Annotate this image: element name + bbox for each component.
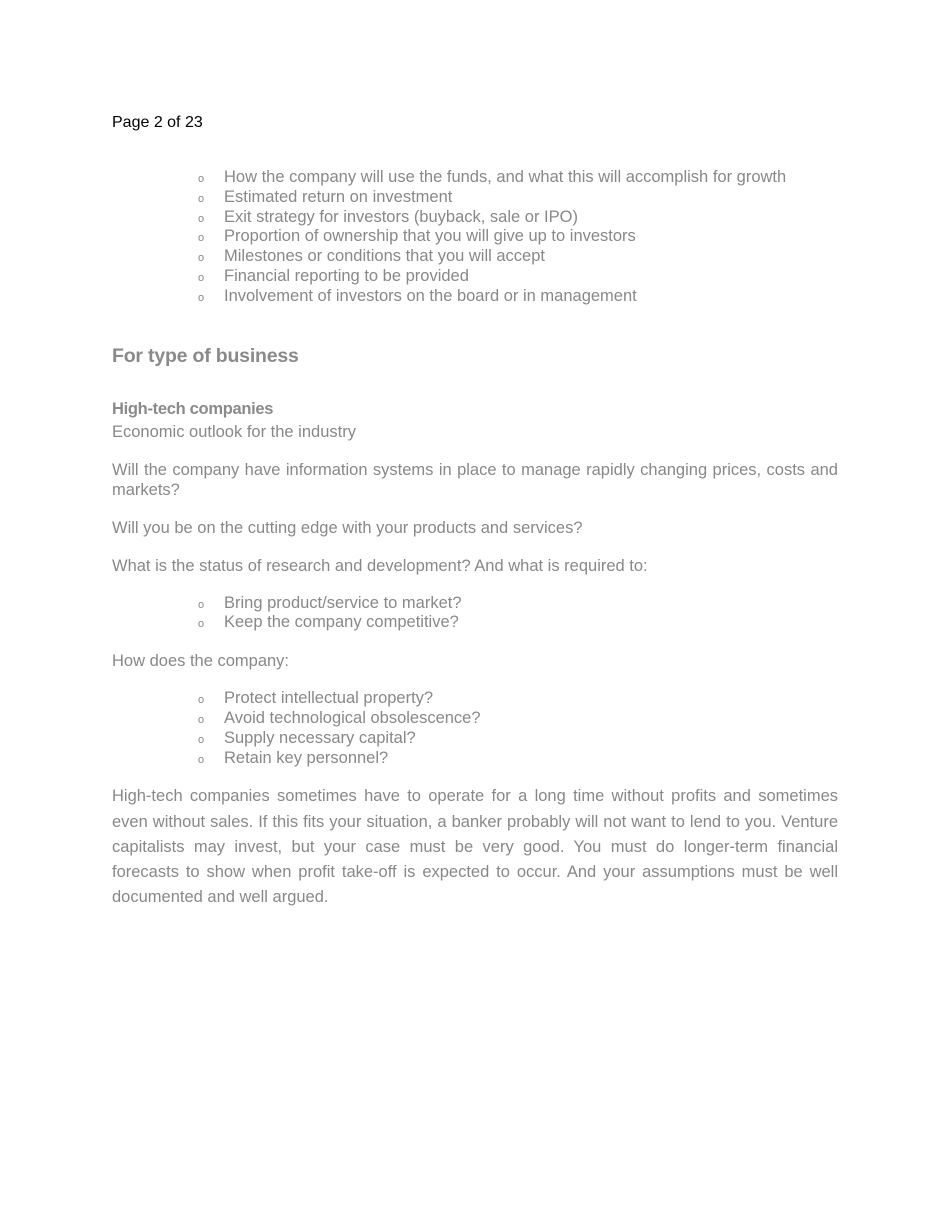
page-content [112,168,838,910]
list-item [198,227,838,247]
bullet-icon: o [198,753,205,766]
list-item [198,287,838,307]
bullet-icon: o [198,192,205,205]
bullet-icon: o [198,713,205,726]
bullet-icon: o [198,173,205,185]
bullet-icon: o [198,598,205,611]
list-item-text: Involvement of investors on the board or in management [224,286,637,305]
bullet-icon: o [198,694,205,707]
bullet-icon: o [198,271,205,284]
bullet-icon: o [198,618,205,631]
list-item-text: Protect intellectual property? [224,689,434,708]
info-systems-paragraph: Will the company have information systems in place to manage rapidly changing prices, costs and markets? [112,460,838,499]
bullet-icon: o [198,291,205,304]
list-item-text: Milestones or conditions that you will accept [224,247,545,266]
funding-list [112,168,838,307]
list-item [198,188,838,208]
subsection-heading: High-tech companies [112,399,274,418]
list-item [198,689,838,709]
list-item [198,267,838,287]
list-item-text: Estimated return on investment [224,187,453,206]
list-item-text: Retain key personnel? [224,748,389,767]
list-item-text: Financial reporting to be provided [224,266,469,285]
bullet-icon: o [198,212,205,225]
section-heading: For type of business [112,344,299,367]
list-item-text: Proportion of ownership that you will give up to investors [224,227,636,246]
rnd-paragraph: What is the status of research and development? And what is required to: [112,556,648,575]
list-item [198,208,838,228]
closing-paragraph: High-tech companies sometimes have to operate for a long time without profits and sometimes even without sales. If this fits your situation, a banker probably will not want to lend to you. Venture capitalists may invest, but your case must be very good. You must do longer-term financial forecasts to show when profit take-off is expected to occur. And your assumptions must be well documented and well argued. [112,787,838,907]
bullet-icon: o [198,733,205,746]
list-item [198,168,838,188]
list-item-text: Avoid technological obsolescence? [224,708,481,727]
rnd-list [112,594,838,634]
list-item [198,709,838,729]
list-item-text: Bring product/service to market? [224,593,462,612]
bullet-icon: o [198,232,205,245]
bullet-icon: o [198,252,205,265]
company-paragraph: How does the company: [112,652,290,671]
list-item-text: Exit strategy for investors (buyback, sale or IPO) [224,207,578,226]
economic-outlook-text: Economic outlook for the industry [112,422,356,441]
list-item [198,729,838,749]
list-item-text: How the company will use the funds, and what this will accomplish for growth [224,168,787,186]
list-item [198,613,838,633]
list-item-text: Keep the company competitive? [224,613,459,632]
list-item [198,749,838,769]
list-item [198,247,838,267]
cutting-edge-paragraph: Will you be on the cutting edge with your products and services? [112,518,583,537]
list-item [198,594,838,614]
company-list [112,689,838,768]
list-item-text: Supply necessary capital? [224,728,416,747]
page-number: Page 2 of 23 [112,114,203,131]
